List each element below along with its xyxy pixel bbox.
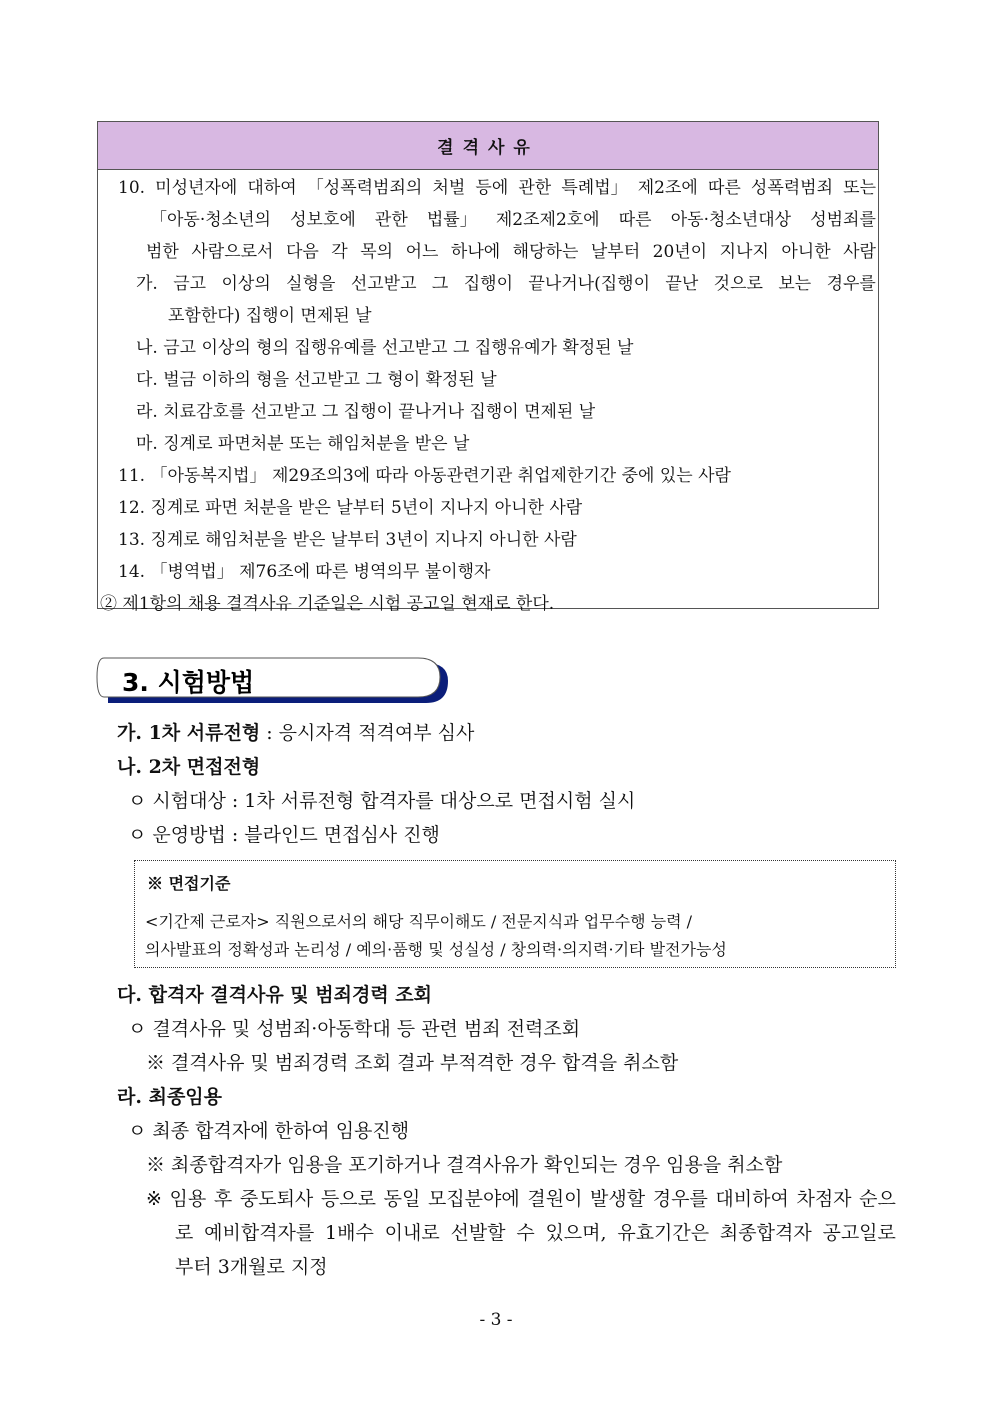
step-na-bullet-2: ㅇ 운영방법 : 블라인드 면접심사 진행: [128, 824, 440, 846]
word: 발생할: [590, 1188, 646, 1210]
sub-item-ga-line-1: [136, 273, 876, 295]
word: 대비하여: [715, 1188, 789, 1210]
word: 동일: [383, 1188, 421, 1210]
word: 실형을: [286, 274, 336, 294]
word: 제2조제2호에: [495, 210, 600, 230]
word: 특례법」: [561, 178, 628, 198]
step-na-label: 나. 2차 면접전형: [117, 756, 261, 778]
word: 순으: [859, 1188, 896, 1210]
word: 「아동·청소년의: [150, 210, 271, 230]
interview-criteria-heading: ※ 면접기준: [147, 874, 231, 893]
word: 어느: [405, 242, 439, 262]
word: 것으로: [713, 274, 763, 294]
word: 금고: [173, 274, 207, 294]
word: 해당하는: [512, 242, 579, 262]
interview-criteria-line-1: <기간제 근로자> 직원으로서의 해당 직무이해도 / 전문지식과 업무수행 능력 /: [145, 912, 693, 931]
word: 그: [431, 274, 449, 294]
word: 가.: [136, 274, 158, 294]
item-10-line-2: [150, 209, 876, 231]
word: 법률」: [426, 210, 477, 230]
word: 로: [175, 1222, 194, 1244]
step-ga-text: : 응시자격 적격여부 심사: [260, 722, 475, 744]
word: 하나에: [450, 242, 501, 262]
item-11: 11. 「아동복지법」 제29조의3에 따라 아동관련기관 취업제한기간 중에 있는 사람: [118, 466, 731, 486]
word: 범한: [146, 242, 179, 262]
word: 끝난: [665, 274, 699, 294]
word: 중도퇴사: [239, 1188, 314, 1210]
word: 각: [331, 242, 348, 262]
sub-item-ra: 라. 치료감호를 선고받고 그 집행이 끝나거나 집행이 면제된 날: [136, 402, 596, 422]
step-da-label: 다. 합격자 결격사유 및 범죄경력 조회: [117, 984, 432, 1006]
word: 예비합격자를: [204, 1222, 315, 1244]
step-na-bullet-1: ㅇ 시험대상 : 1차 서류전형 합격자를 대상으로 면접시험 실시: [128, 790, 636, 812]
disqualification-table: [97, 121, 879, 614]
word: 성폭력범죄: [750, 178, 834, 198]
step-da-note: ※ 결격사유 및 범죄경력 조회 결과 부적격한 경우 합격을 취소함: [146, 1052, 679, 1074]
word: 지나지: [719, 242, 769, 262]
word: 제2조에: [637, 178, 698, 198]
word: 등으로: [320, 1188, 376, 1210]
step-ga-label: 가. 1차 서류전형: [117, 722, 261, 744]
word: 공고일로: [822, 1222, 896, 1244]
section-title: 3. 시험방법: [122, 668, 255, 697]
word: 경우를: [826, 274, 876, 294]
word: 수: [516, 1222, 535, 1244]
word: 처벌: [432, 178, 466, 198]
word: 이상의: [221, 274, 271, 294]
sub-item-da: 다. 벌금 이하의 형을 선고받고 그 형이 확정된 날: [136, 370, 497, 390]
section-title-tab: [96, 657, 448, 703]
word: 1배수: [325, 1222, 374, 1244]
word: 결원이: [527, 1188, 583, 1210]
word: 아니한: [781, 242, 831, 262]
sub-item-ma: 마. 징계로 파면처분 또는 해임처분을 받은 날: [136, 434, 470, 454]
word: 「성폭력범죄의: [306, 178, 423, 198]
step-da-bullet-1: ㅇ 결격사유 및 성범죄·아동학대 등 관련 범죄 전력조회: [128, 1018, 581, 1040]
word: 따른: [707, 178, 741, 198]
word: 20년이: [652, 242, 708, 262]
word: 선고받고: [350, 274, 417, 294]
word: 보는: [778, 274, 812, 294]
word: 관한: [374, 210, 408, 230]
word: 집행이: [463, 274, 514, 294]
word: 대하여: [247, 178, 297, 198]
interview-criteria-line-2: 의사발표의 정확성과 논리성 / 예의·품행 및 성실성 / 창의력·의지력·기타 발전가능성: [145, 940, 727, 959]
word: 경우를: [652, 1188, 708, 1210]
word: 성범죄를: [810, 210, 876, 230]
word: 최종합격자: [719, 1222, 812, 1244]
step-ra-note-2-line-3: 부터 3개월로 지정: [175, 1256, 328, 1278]
page-number: - 3 -: [479, 1310, 513, 1330]
word: 사람: [843, 242, 876, 262]
word: 사람으로서: [191, 242, 274, 262]
step-ra-note-1: ※ 최종합격자가 임용을 포기하거나 결격사유가 확인되는 경우 임용을 취소함: [146, 1154, 783, 1176]
item-10-line-1: [118, 177, 876, 199]
word: 이내로: [384, 1222, 440, 1244]
word: 성보호에: [290, 210, 356, 230]
step-ra-note-2-line-2: [175, 1220, 896, 1246]
word: 선발할: [450, 1222, 506, 1244]
word: 모집분야에: [427, 1188, 520, 1210]
word: 따른: [618, 210, 652, 230]
step-ga: [117, 720, 474, 746]
step-ra-bullet-1: ㅇ 최종 합격자에 한하여 임용진행: [128, 1120, 410, 1142]
word: 유효기간은: [617, 1222, 710, 1244]
clause-2-note: ② 제1항의 채용 결격사유 기준일은 시험 공고일 현재로 한다.: [100, 594, 555, 614]
word: 차점자: [796, 1188, 852, 1210]
word: 다음: [285, 242, 319, 262]
step-ra-note-2-line-1: [146, 1186, 896, 1212]
word: 등에: [475, 178, 509, 198]
interview-criteria-box: [134, 860, 896, 968]
item-10-line-3: [146, 241, 876, 263]
item-14: 14. 「병역법」 제76조에 따른 병역의무 불이행자: [118, 562, 491, 582]
item-12: 12. 징계로 파면 처분을 받은 날부터 5년이 지나지 아니한 사람: [118, 498, 583, 518]
word: 또는: [843, 178, 876, 198]
word: 관한: [518, 178, 552, 198]
word: 아동·청소년대상: [670, 210, 792, 230]
word: 끝나거나(집행이: [528, 274, 650, 294]
word: 있으며,: [545, 1222, 607, 1244]
word: ※: [146, 1188, 162, 1210]
word: 임용: [169, 1188, 207, 1210]
item-13: 13. 징계로 해임처분을 받은 날부터 3년이 지나지 아니한 사람: [118, 530, 577, 550]
word: 후: [213, 1188, 233, 1210]
table-header: 결격사유: [98, 122, 878, 170]
sub-item-ga-line-2: 포함한다) 집행이 면제된 날: [168, 306, 372, 326]
sub-item-na: 나. 금고 이상의 형의 집행유예를 선고받고 그 집행유예가 확정된 날: [136, 338, 634, 358]
word: 목의: [360, 242, 394, 262]
step-ra-label: 라. 최종임용: [117, 1086, 222, 1108]
word: 10.: [118, 178, 146, 198]
word: 미성년자에: [155, 178, 238, 198]
word: 날부터: [590, 242, 641, 262]
